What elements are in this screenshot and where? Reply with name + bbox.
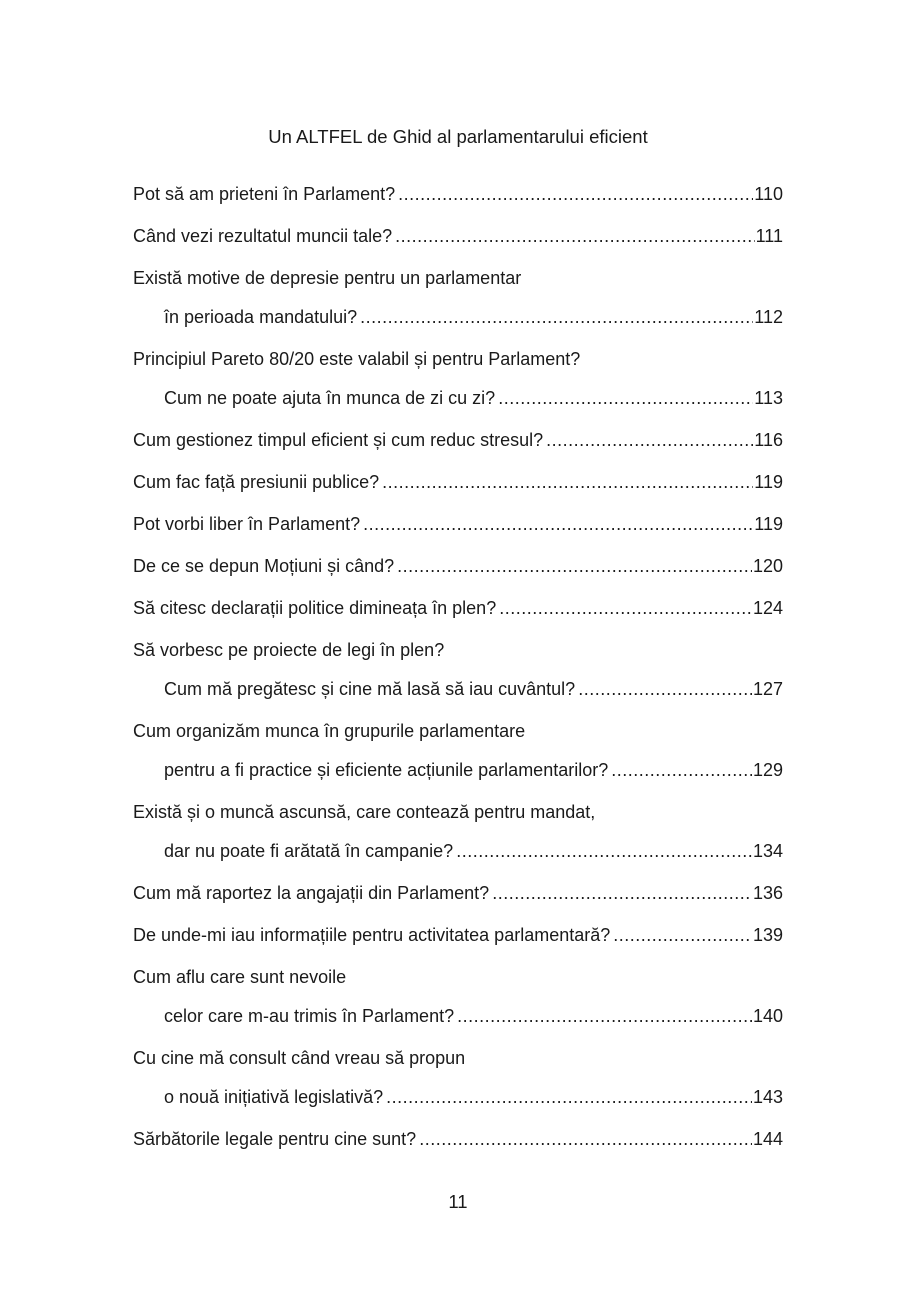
toc-dot-leader [386, 1084, 752, 1110]
toc-entry-title: Cum mă pregătesc și cine mă lasă să iau cuvântul? [164, 679, 576, 699]
toc-entry-page: 113 [754, 388, 783, 408]
toc-dot-leader [457, 1003, 752, 1029]
toc-entry [133, 265, 783, 330]
toc-entry-line [133, 838, 783, 864]
toc-entry-page: 124 [752, 598, 783, 618]
toc-entry-page: 134 [752, 841, 783, 861]
toc-entry-title: Există și o muncă ascunsă, care contează pentru mandat, [133, 802, 596, 822]
toc-entry [133, 922, 783, 948]
toc-entry-heading-line [133, 346, 783, 372]
toc-entry-title: Cum ne poate ajuta în munca de zi cu zi? [164, 388, 496, 408]
toc-entry [133, 427, 783, 453]
toc-dot-leader [395, 223, 754, 249]
toc-entry-title: Sărbătorile legale pentru cine sunt? [133, 1129, 417, 1149]
toc-entry [133, 181, 783, 207]
toc-entry-line [133, 469, 783, 495]
toc-dot-leader [613, 922, 752, 948]
toc-entry-title: Principiul Pareto 80/20 este valabil și pentru Parlament? [133, 349, 581, 369]
toc-entry [133, 799, 783, 864]
toc-entry-heading-line [133, 964, 783, 990]
toc-entry [133, 1126, 783, 1152]
toc-entry [133, 511, 783, 537]
toc-entry-heading-line [133, 637, 783, 663]
toc-entry-heading-line [133, 1045, 783, 1071]
toc-entry [133, 1045, 783, 1110]
toc-entry-title: Să citesc declarații politice dimineața în plen? [133, 598, 497, 618]
page-number: 11 [448, 1191, 468, 1212]
toc-entry-title: celor care m-au trimis în Parlament? [164, 1006, 455, 1026]
toc-entry-title: De ce se depun Moțiuni și când? [133, 556, 395, 576]
toc-entry-line [133, 427, 783, 453]
toc-dot-leader [398, 181, 753, 207]
toc-entry-line [133, 1126, 783, 1152]
toc-entry-title: pentru a fi practice și eficiente acțiunile parlamentarilor? [164, 760, 609, 780]
toc-entry-page: 110 [754, 184, 783, 204]
toc-entry-page: 136 [752, 883, 783, 903]
toc-dot-leader [382, 469, 753, 495]
toc-entry-line [133, 223, 783, 249]
toc-entry-page: 116 [754, 430, 783, 450]
toc-entry [133, 637, 783, 702]
toc-entry-title: Cum fac față presiunii publice? [133, 472, 380, 492]
toc-entry-page: 119 [754, 514, 783, 534]
toc-entry-title: Cu cine mă consult când vreau să propun [133, 1048, 466, 1068]
toc-entry-line [133, 676, 783, 702]
toc-dot-leader [456, 838, 752, 864]
toc-entry-line [133, 880, 783, 906]
toc-entry-page: 119 [754, 472, 783, 492]
toc-entry-line [133, 553, 783, 579]
toc-entry [133, 553, 783, 579]
toc-entry-line [133, 595, 783, 621]
toc-dot-leader [546, 427, 753, 453]
toc-entry [133, 964, 783, 1029]
toc-entry-line [133, 511, 783, 537]
table-of-contents [133, 181, 783, 1168]
toc-entry-title: Există motive de depresie pentru un parlamentar [133, 268, 522, 288]
toc-dot-leader [498, 385, 753, 411]
toc-entry-line [133, 757, 783, 783]
toc-entry [133, 595, 783, 621]
toc-entry-line [133, 922, 783, 948]
toc-entry-title: Cum organizăm munca în grupurile parlamentare [133, 721, 526, 741]
toc-entry-page: 111 [755, 226, 783, 246]
toc-entry-title: Cum gestionez timpul eficient și cum reduc stresul? [133, 430, 544, 450]
toc-entry-page: 144 [752, 1129, 783, 1149]
toc-entry-title: dar nu poate fi arătată în campanie? [164, 841, 454, 861]
toc-dot-leader [360, 304, 753, 330]
toc-entry-line [133, 385, 783, 411]
toc-dot-leader [492, 880, 752, 906]
toc-entry-title: Când vezi rezultatul muncii tale? [133, 226, 393, 246]
running-header: Un ALTFEL de Ghid al parlamentarului eficient [268, 126, 648, 147]
toc-entry-heading-line [133, 265, 783, 291]
toc-dot-leader [397, 553, 752, 579]
toc-dot-leader [363, 511, 753, 537]
toc-dot-leader [499, 595, 752, 621]
toc-entry-title: Să vorbesc pe proiecte de legi în plen? [133, 640, 445, 660]
toc-entry-page: 127 [752, 679, 783, 699]
toc-entry-page: 129 [752, 760, 783, 780]
toc-entry-title: Pot vorbi liber în Parlament? [133, 514, 361, 534]
toc-entry-heading-line [133, 799, 783, 825]
toc-entry-line [133, 1003, 783, 1029]
toc-entry-page: 112 [754, 307, 783, 327]
toc-entry-page: 139 [752, 925, 783, 945]
toc-entry-page: 120 [752, 556, 783, 576]
toc-entry-title: în perioada mandatului? [164, 307, 358, 327]
toc-dot-leader [419, 1126, 752, 1152]
toc-entry-line [133, 1084, 783, 1110]
toc-entry [133, 346, 783, 411]
toc-entry-title: Cum aflu care sunt nevoile [133, 967, 347, 987]
toc-entry [133, 718, 783, 783]
toc-entry-line [133, 181, 783, 207]
toc-entry-page: 140 [752, 1006, 783, 1026]
toc-dot-leader [611, 757, 752, 783]
toc-entry [133, 880, 783, 906]
toc-entry-line [133, 304, 783, 330]
toc-entry [133, 469, 783, 495]
toc-entry-title: Pot să am prieteni în Parlament? [133, 184, 396, 204]
toc-entry-title: o nouă inițiativă legislativă? [164, 1087, 384, 1107]
toc-entry-title: Cum mă raportez la angajații din Parlament? [133, 883, 490, 903]
toc-entry [133, 223, 783, 249]
toc-entry-page: 143 [752, 1087, 783, 1107]
toc-dot-leader [578, 676, 752, 702]
toc-entry-heading-line [133, 718, 783, 744]
toc-entry-title: De unde-mi iau informațiile pentru activitatea parlamentară? [133, 925, 611, 945]
